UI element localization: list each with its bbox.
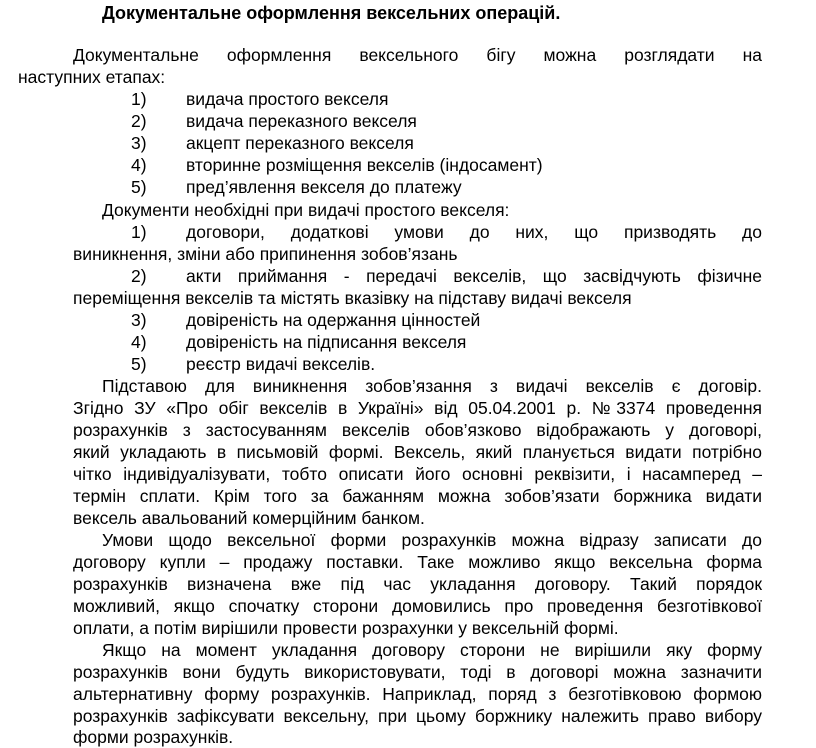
paragraph-line: оплати, а потім вирішили провести розрахунки у вексельній формі. <box>73 618 619 638</box>
list-item: довіреність на одержання цінностей <box>186 310 481 330</box>
list-number: 3) <box>131 133 147 153</box>
list-number: 4) <box>131 155 147 175</box>
section-heading: Документи необхідні при видачі простого векселя: <box>102 200 510 220</box>
paragraph-line: Якщо на момент укладання договору сторони не вирішили яку форму <box>102 640 762 660</box>
paragraph-line: Згідно ЗУ «Про обіг векселів в Україні» від 05.04.2001 р. №3374 проведення <box>73 398 762 418</box>
list-number: 1) <box>131 222 147 242</box>
list-item-continuation: виникнення, зміни або припинення зобов’язань <box>73 244 458 264</box>
list-item: видача переказного векселя <box>186 111 417 131</box>
list-number: 2) <box>131 111 147 131</box>
list-number: 2) <box>131 266 147 286</box>
list-item: пред’явлення векселя до платежу <box>186 177 462 197</box>
paragraph-line: термін сплати. Крім того за бажанням можна зобов’язати боржника видати <box>73 486 762 506</box>
paragraph-line: форми розрахунків. <box>73 727 234 747</box>
list-item: вторинне розміщення векселів (індосамент) <box>186 155 543 175</box>
paragraph-line: чітко індивідуалізувати, тобто описати його основні реквізити, і насамперед – <box>73 464 762 484</box>
paragraph-line: розрахунків визначена вже під час укладання договору. Такий порядок <box>73 574 762 594</box>
paragraph-line: альтернативну форму розрахунків. Наприклад, поряд з безготівковою формою <box>73 684 762 704</box>
list-number: 3) <box>131 310 147 330</box>
list-item: договори, додаткові умови до них, що призводять до <box>186 222 762 242</box>
intro-line: наступних етапах: <box>18 67 166 87</box>
intro-line: Документальне оформлення вексельного бігу можна розглядати на <box>73 45 762 65</box>
paragraph-line: Умови щодо вексельної форми розрахунків можна відразу записати до <box>102 530 762 550</box>
paragraph-line: розрахунків з застосуванням векселів обов’язково відображають у договорі, <box>73 420 762 440</box>
paragraph-line: можливий, якщо спочатку сторони домовились про проведення безготівкової <box>73 596 762 616</box>
paragraph-line: договору купли – продажу поставки. Таке можливо якщо вексельна форма <box>73 552 762 572</box>
list-item: довіреність на підписання векселя <box>186 332 467 352</box>
paragraph-line: розрахунків зафіксувати вексельну, при цьому боржнику належить право вибору <box>73 706 762 726</box>
list-number: 5) <box>131 177 147 197</box>
list-item: акти приймання - передачі векселів, що засвідчують фізичне <box>186 266 762 286</box>
paragraph-line: Підставою для виникнення зобов’язання з видачі векселів є договір. <box>102 376 762 396</box>
paragraph-line: вексель авальований комерційним банком. <box>73 508 425 528</box>
list-number: 4) <box>131 332 147 352</box>
paragraph-line: розрахунків вони будуть використовувати, тоді в договорі можна зазначити <box>73 662 762 682</box>
list-item: видача простого векселя <box>186 89 389 109</box>
list-number: 5) <box>131 354 147 374</box>
paragraph-line: який укладають в письмовій формі. Вексель, який планується видати потрібно <box>73 442 762 462</box>
list-number: 1) <box>131 89 147 109</box>
document-title: Документальне оформлення вексельних операцій. <box>102 3 561 23</box>
list-item: акцепт переказного векселя <box>186 133 414 153</box>
list-item-continuation: переміщення векселів та містять вказівку на підставу видачі векселя <box>73 288 632 308</box>
list-item: реєстр видачі векселів. <box>186 354 376 374</box>
